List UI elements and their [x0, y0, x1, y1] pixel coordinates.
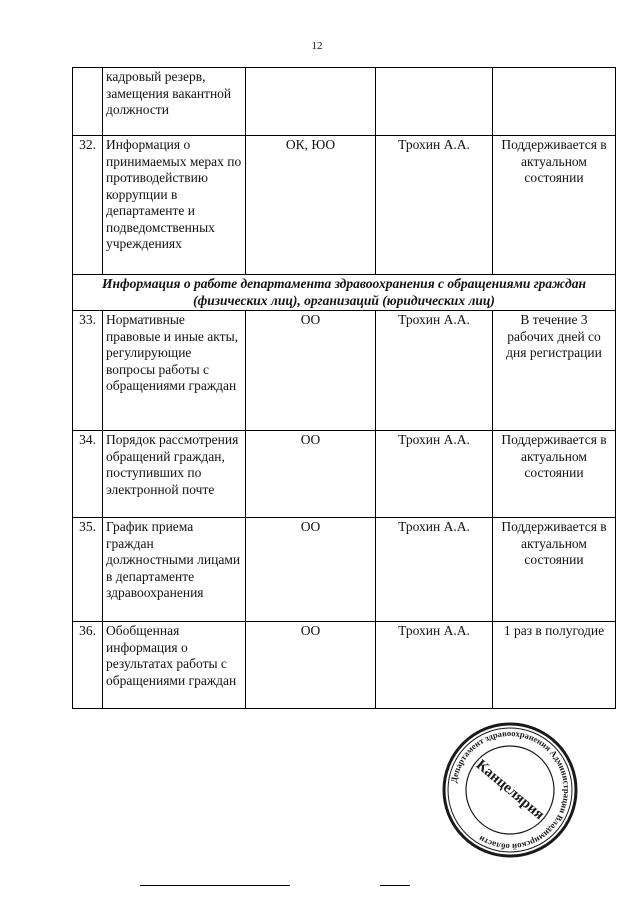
section-title: Информация о работе департамента здравоохранения с обращениями граждан (физических лиц), организаций (юридических лиц) — [73, 275, 616, 311]
table-row — [73, 622, 616, 709]
row-category — [246, 68, 376, 136]
row-category: ОО — [246, 622, 376, 709]
row-update: Поддерживается в актуальном состоянии — [493, 518, 616, 622]
section-header-row — [73, 275, 616, 311]
row-category: ОК, ЮО — [246, 136, 376, 275]
row-number: 36. — [73, 622, 103, 709]
row-update: 1 раз в полугодие — [493, 622, 616, 709]
row-number: 35. — [73, 518, 103, 622]
row-category: ОО — [246, 311, 376, 431]
table-row — [73, 431, 616, 518]
row-update: Поддерживается в актуальном состоянии — [493, 136, 616, 275]
row-update: Поддерживается в актуальном состоянии — [493, 431, 616, 518]
row-name: кадровый резерв, замещения вакантной должности — [103, 68, 246, 136]
row-category: ОО — [246, 518, 376, 622]
table-row — [73, 68, 616, 136]
row-name: График приема граждан должностными лицами в департаменте здравоохранения — [103, 518, 246, 622]
row-name: Обобщенная информация о результатах работы с обращениями граждан — [103, 622, 246, 709]
row-responsible — [376, 68, 493, 136]
row-update — [493, 68, 616, 136]
stamp-outer-text-path: Департамент здравоохранения Администрации Владимирской области — [448, 727, 573, 853]
information-table — [72, 67, 616, 709]
row-name: Порядок рассмотрения обращений граждан, поступивших по электронной почте — [103, 431, 246, 518]
footer-divider-right — [380, 885, 410, 886]
row-name: Нормативные правовые и иные акты, регулирующие вопросы работы с обращениями граждан — [103, 311, 246, 431]
row-update: В течение 3 рабочих дней со дня регистрации — [493, 311, 616, 431]
table-row — [73, 311, 616, 431]
row-responsible: Трохин А.А. — [376, 311, 493, 431]
row-responsible: Трохин А.А. — [376, 136, 493, 275]
row-number: 34. — [73, 431, 103, 518]
row-category: ОО — [246, 431, 376, 518]
row-name: Информация о принимаемых мерах по противодействию коррупции в департаменте и подведомственных учреждениях — [103, 136, 246, 275]
row-responsible: Трохин А.А. — [376, 622, 493, 709]
office-stamp — [440, 720, 580, 860]
footer-divider-left — [140, 885, 290, 886]
row-responsible: Трохин А.А. — [376, 518, 493, 622]
page-number: 12 — [311, 40, 323, 52]
table-row — [73, 136, 616, 275]
row-responsible: Трохин А.А. — [376, 431, 493, 518]
row-number: 32. — [73, 136, 103, 275]
row-number — [73, 68, 103, 136]
stamp-center-text: Канцелярия — [472, 756, 548, 824]
table-row — [73, 518, 616, 622]
row-number: 33. — [73, 311, 103, 431]
